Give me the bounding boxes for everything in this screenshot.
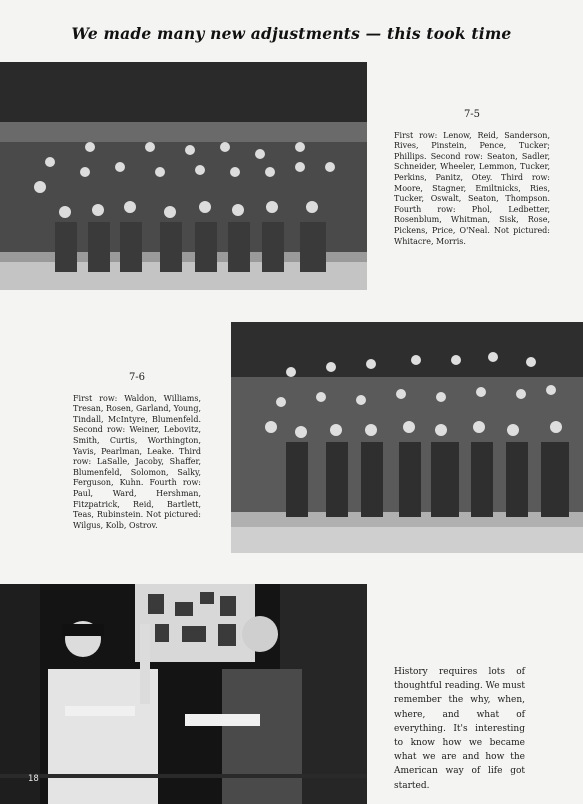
page-headline: We made many new adjustments — this took time: [71, 24, 512, 43]
class-7-5-caption: First row: Lenow, Reid, Sanderson, Rives, Pinstein, Pence, Tucker; Phillips. Second row: Seaton, Sadler, Schneider, Wheeler, Lemmon, Tucker, Perkins, Panitz, Otey. Third row: Moore, Stagner, Emiltnicks, Ries, Tucker, Oswalt, Seaton, Thompson. Fourth row: Phol, Ledbetter, Rosenblum, Whitman, Sisk, Rose, Pickens, Price, O'Neal. Not pictured: Whitacre, Morris.: [394, 130, 550, 246]
history-classroom-photo-art: [0, 584, 367, 804]
class-7-5-caption-block: [394, 110, 550, 247]
class-7-5-label: 7-5: [463, 109, 481, 120]
class-7-6-photo: [231, 322, 583, 553]
class-7-6-caption: First row: Waldon, Williams, Tresan, Rosen, Garland, Young, Tindall, McIntyre, Blumenfeld. Second row: Weiner, Lebovitz, Smith, Curtis, Worthington, Yavis, Pearlman, Leake. Third row: LaSalle, Jacoby, Shaffer, Blumenfeld, Solomon, Salky, Ferguson, Kuhn. Fourth row: Paul, Ward, Hershman, Fitzpatrick, Reid, Bartlett, Teas, Rubinstein. Not pictured: Wilgus, Kolb, Ostrov.: [73, 393, 201, 530]
history-caption: History requires lots of thoughtful reading. We must remember the why, when, where, and what of everything. It's interesting to know how we became what we are and how the American way of life got started.: [394, 667, 525, 791]
class-7-6-label: 7-6: [128, 372, 146, 383]
history-classroom-photo: [0, 584, 367, 804]
page-number: 18: [28, 774, 39, 784]
class-7-5-photo: [0, 62, 367, 290]
class-7-6-photo-art: [231, 322, 583, 553]
class-7-5-photo-art: [0, 62, 367, 290]
class-7-6-caption-block: [73, 373, 201, 531]
